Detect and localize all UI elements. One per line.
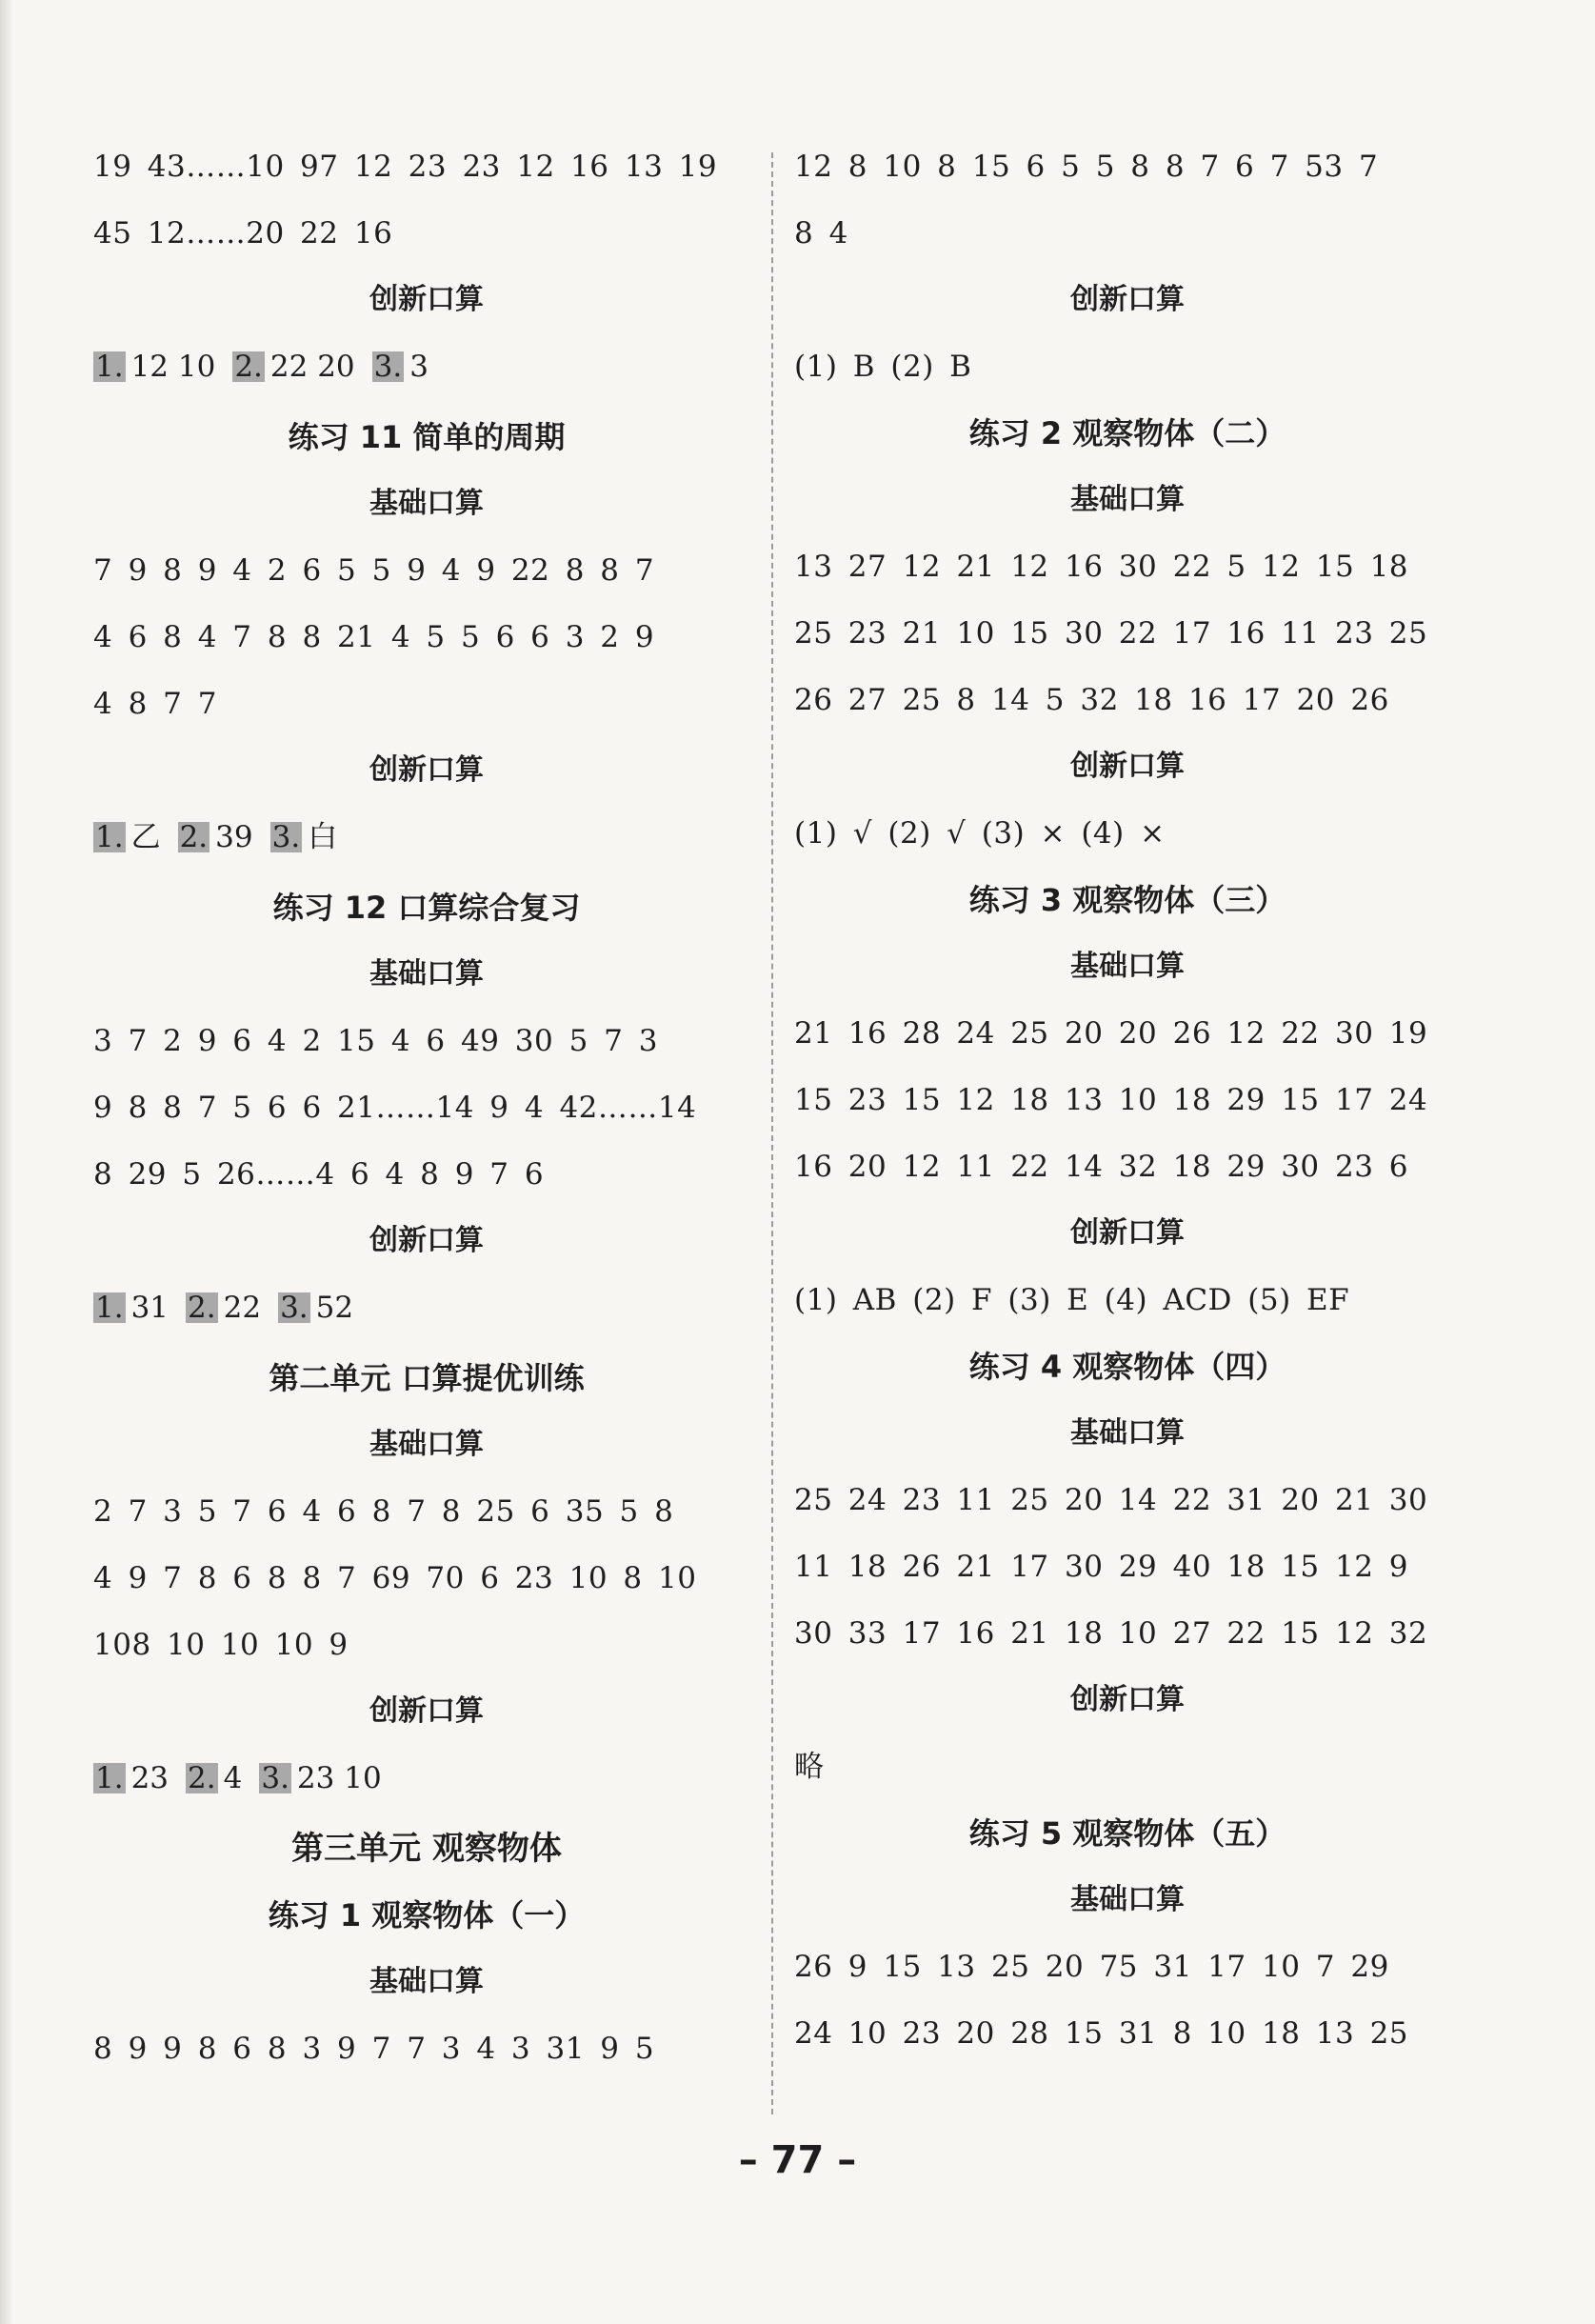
answer-line: 45 12……20 22 16 <box>93 216 393 250</box>
answer-line: 7 9 8 9 4 2 6 5 5 9 4 9 22 8 8 7 <box>93 553 655 588</box>
answer-value: 23 10 <box>296 1761 382 1795</box>
answer-item <box>278 1274 353 1341</box>
answer-line: 21 16 28 24 25 20 20 26 12 22 30 19 <box>794 1016 1428 1051</box>
answer-line: 4 6 8 4 7 8 8 21 4 5 5 6 6 3 2 9 <box>93 620 655 654</box>
answer-line: 15 23 15 12 18 13 10 18 29 15 17 24 <box>794 1083 1428 1117</box>
subsection-heading: 创新口算 <box>1070 750 1185 783</box>
answer-line: 13 27 12 21 12 16 30 22 5 12 15 18 <box>794 550 1409 584</box>
answer-line: 26 27 25 8 14 5 32 18 16 17 20 26 <box>794 683 1389 717</box>
answer-item <box>186 1274 261 1341</box>
question-number-badge: 2. <box>179 820 209 854</box>
question-number-badge: 1. <box>95 820 124 854</box>
exercise-title: 练习 5 观察物体（五） <box>968 1815 1286 1852</box>
unit-title: 第三单元 观察物体 <box>291 1830 562 1868</box>
exercise-title: 练习 3 观察物体（三） <box>968 882 1286 918</box>
answer-item <box>93 804 161 871</box>
answer-line: 9 8 8 7 5 6 6 21……14 9 4 42……14 <box>93 1091 697 1125</box>
question-number-badge: 2. <box>188 1761 216 1795</box>
subsection-heading: 基础口算 <box>369 1428 484 1461</box>
subsection-heading: 创新口算 <box>369 753 484 787</box>
question-number-badge: 3. <box>280 1291 309 1325</box>
subsection-heading: 创新口算 <box>369 1694 484 1728</box>
answer-line: 16 20 12 11 22 14 32 18 29 30 23 6 <box>794 1150 1409 1184</box>
answer-line: (1) AB (2) F (3) E (4) ACD (5) EF <box>794 1283 1350 1317</box>
answer-value: 52 <box>315 1291 354 1325</box>
answer-line: 25 23 21 10 15 30 22 17 16 11 23 25 <box>794 616 1428 651</box>
exercise-title: 第二单元 口算提优训练 <box>269 1360 585 1396</box>
answer-item <box>259 1745 381 1812</box>
answer-item <box>270 804 338 871</box>
answer-line: 8 4 <box>794 216 848 250</box>
exercise-title: 练习 1 观察物体（一） <box>268 1897 586 1933</box>
question-number-badge: 2. <box>234 350 263 384</box>
subsection-heading: 基础口算 <box>369 957 484 991</box>
subsection-heading: 基础口算 <box>369 487 484 520</box>
question-number-badge: 3. <box>373 350 403 384</box>
answer-value: 4 <box>223 1761 243 1795</box>
answer-line <box>93 333 446 400</box>
exercise-title: 练习 4 观察物体（四） <box>968 1349 1286 1385</box>
exercise-title: 练习 12 口算综合复习 <box>272 890 581 926</box>
right-column <box>794 133 1461 2067</box>
answer-line: (1) √ (2) √ (3) × (4) × <box>794 816 1166 851</box>
answer-item <box>93 333 215 400</box>
answer-item <box>93 1274 169 1341</box>
answer-line: 8 9 9 8 6 8 3 9 7 7 3 4 3 31 9 5 <box>93 2032 655 2066</box>
page-edge <box>0 0 13 2324</box>
answer-item <box>232 333 354 400</box>
answer-line: 19 43……10 97 12 23 23 12 16 13 19 <box>93 150 718 184</box>
answer-value: 乙 <box>130 820 161 854</box>
answer-line: 4 9 7 8 6 8 8 7 69 70 6 23 10 8 10 <box>93 1561 697 1595</box>
answer-item <box>372 333 429 400</box>
answer-value: 22 <box>223 1291 262 1325</box>
answer-line: 26 9 15 13 25 20 75 31 17 10 7 29 <box>794 1950 1389 1984</box>
answer-line: 略 <box>794 1750 825 1784</box>
answer-item <box>186 1745 242 1812</box>
answer-line: 25 24 23 11 25 20 14 22 31 20 21 30 <box>794 1483 1428 1517</box>
answer-line: 4 8 7 7 <box>93 687 217 721</box>
answer-value: 3 <box>409 350 429 384</box>
subsection-heading: 基础口算 <box>1070 1416 1185 1450</box>
answer-value: 31 <box>130 1291 169 1325</box>
subsection-heading: 基础口算 <box>1070 483 1185 516</box>
answer-line: 12 8 10 8 15 6 5 5 8 8 7 6 7 53 7 <box>794 150 1379 184</box>
subsection-heading: 创新口算 <box>1070 1683 1185 1716</box>
question-number-badge: 2. <box>188 1291 216 1325</box>
answer-line: 108 10 10 10 9 <box>93 1628 349 1662</box>
answer-line <box>93 804 354 871</box>
answer-line <box>93 1745 399 1812</box>
answer-value: 39 <box>215 820 253 854</box>
column-divider <box>771 152 773 2114</box>
answer-value: 22 20 <box>269 350 355 384</box>
subsection-heading: 基础口算 <box>1070 1883 1185 1916</box>
subsection-heading: 基础口算 <box>1070 950 1185 983</box>
question-number-badge: 3. <box>261 1761 289 1795</box>
answer-line: (1) B (2) B <box>794 350 972 384</box>
question-number-badge: 1. <box>95 350 124 384</box>
answer-value: 12 10 <box>130 350 216 384</box>
subsection-heading: 创新口算 <box>1070 283 1185 316</box>
answer-value: 23 <box>130 1761 169 1795</box>
answer-line: 24 10 23 20 28 15 31 8 10 18 13 25 <box>794 2016 1409 2051</box>
answer-value: 白 <box>308 820 338 854</box>
answer-item <box>178 804 253 871</box>
question-number-badge: 1. <box>95 1761 124 1795</box>
left-column <box>93 133 760 2082</box>
answer-item <box>93 1745 169 1812</box>
question-number-badge: 1. <box>95 1291 124 1325</box>
subsection-heading: 创新口算 <box>369 1224 484 1257</box>
exercise-title: 练习 11 简单的周期 <box>288 419 566 455</box>
page-number: – 77 – <box>738 2138 857 2182</box>
answer-line: 2 7 3 5 7 6 4 6 8 7 8 25 6 35 5 8 <box>93 1494 674 1529</box>
exercise-title: 练习 2 观察物体（二） <box>968 415 1286 451</box>
subsection-heading: 创新口算 <box>1070 1216 1185 1250</box>
subsection-heading: 创新口算 <box>369 283 484 316</box>
answer-line: 8 29 5 26……4 6 4 8 9 7 6 <box>93 1157 545 1192</box>
question-number-badge: 3. <box>271 820 301 854</box>
answer-line: 11 18 26 21 17 30 29 40 18 15 12 9 <box>794 1550 1409 1584</box>
answer-line <box>93 1274 370 1341</box>
answer-line: 3 7 2 9 6 4 2 15 4 6 49 30 5 7 3 <box>93 1024 658 1058</box>
answer-line: 30 33 17 16 21 18 10 27 22 15 12 32 <box>794 1616 1428 1651</box>
subsection-heading: 基础口算 <box>369 1965 484 1998</box>
